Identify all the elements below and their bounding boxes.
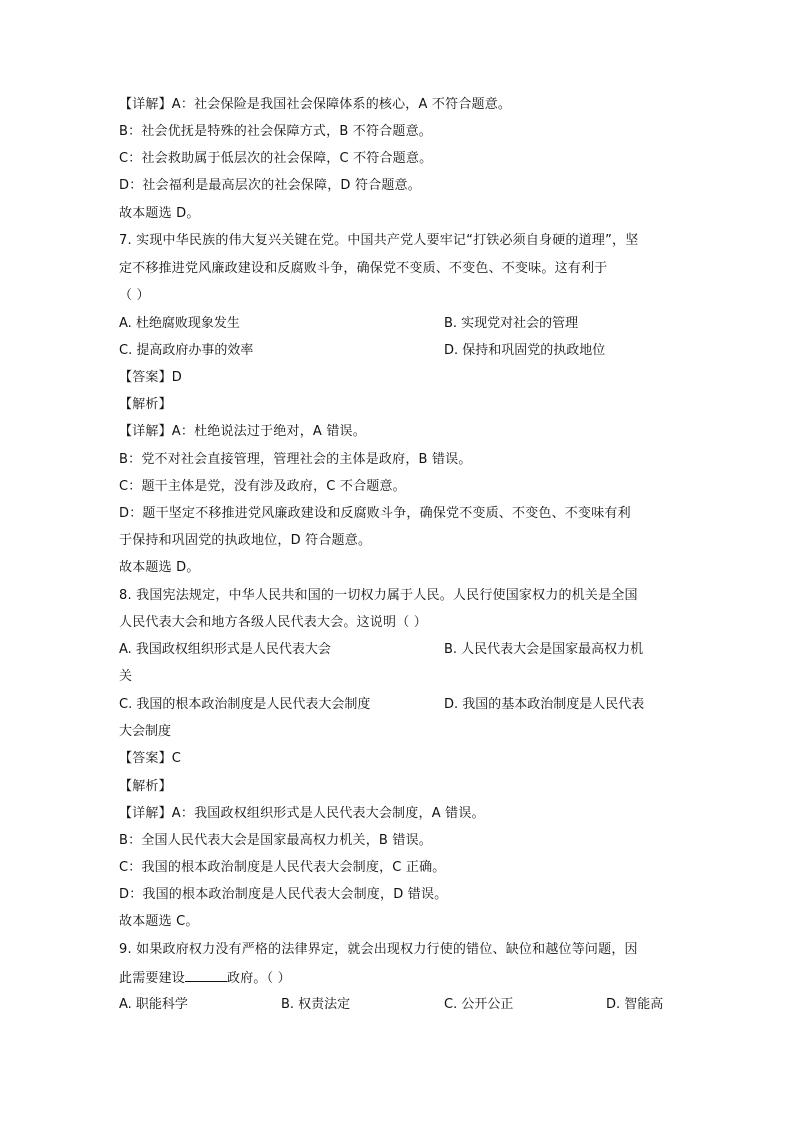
q7-detail-d-line2: 于保持和巩固党的执政地位，D 符合题意。 bbox=[119, 533, 372, 548]
q9-stem-line2 bbox=[119, 969, 679, 987]
q7-detail-b: B：党不对社会直接管理，管理社会的主体是政府，B 错误。 bbox=[119, 452, 472, 467]
q6-conclusion: 故本题选 D。 bbox=[119, 206, 200, 221]
q8-detail-d: D：我国的根本政治制度是人民代表大会制度，D 错误。 bbox=[119, 887, 448, 902]
q7-option-d: D. 保持和巩固党的执政地位 bbox=[444, 343, 606, 358]
q9-option-c: C. 公开公正 bbox=[444, 997, 514, 1012]
q7-option-a: A. 杜绝腐败现象发生 bbox=[119, 316, 240, 331]
q8-stem-line1: 8. 我国宪法规定，中华人民共和国的一切权力属于人民。人民行使国家权力的机关是全国 bbox=[119, 588, 638, 603]
q7-stem-line1: 7. 实现中华民族的伟大复兴关键在党。中国共产党人要牢记“打铁必须自身硬的道理”，坚 bbox=[119, 233, 639, 248]
q8-answer: 【答案】C bbox=[119, 751, 182, 766]
q6-detail-c: C：社会救助属于低层次的社会保障，C 不符合题意。 bbox=[119, 151, 433, 166]
q8-option-d-line1: D. 我国的基本政治制度是人民代表 bbox=[444, 697, 645, 712]
q8-detail-c: C：我国的根本政治制度是人民代表大会制度，C 正确。 bbox=[119, 860, 446, 875]
q7-stem-line2: 定不移推进党风廉政建设和反腐败斗争，确保党不变质、不变色、不变味。这有利于 bbox=[119, 261, 608, 276]
fill-in-blank bbox=[185, 969, 227, 982]
q7-answer: 【答案】D bbox=[119, 370, 183, 385]
q7-conclusion: 故本题选 D。 bbox=[119, 560, 200, 575]
q8-option-c: C. 我国的根本政治制度是人民代表大会制度 bbox=[119, 697, 371, 712]
q9-option-a: A. 职能科学 bbox=[119, 997, 188, 1012]
q8-option-b-line2: 关 bbox=[119, 669, 133, 684]
q9-stem-after-blank: 政府。（ ） bbox=[227, 971, 291, 986]
q7-detail-a: 【详解】A：杜绝说法过于绝对，A 错误。 bbox=[119, 424, 366, 439]
q6-detail-d: D：社会福利是最高层次的社会保障，D 符合题意。 bbox=[119, 178, 421, 193]
q8-analysis-label: 【解析】 bbox=[119, 779, 172, 794]
q8-option-a: A. 我国政权组织形式是人民代表大会 bbox=[119, 642, 331, 657]
q8-detail-b: B：全国人民代表大会是国家最高权力机关，B 错误。 bbox=[119, 833, 432, 848]
q8-conclusion: 故本题选 C。 bbox=[119, 914, 199, 929]
q6-detail-a: 【详解】A：社会保险是我国社会保障体系的核心，A 不符合题意。 bbox=[119, 97, 512, 112]
q6-detail-b: B：社会优抚是特殊的社会保障方式，B 不符合题意。 bbox=[119, 124, 432, 139]
q9-stem-before-blank: 此需要建设 bbox=[119, 971, 186, 986]
q8-detail-a: 【详解】A：我国政权组织形式是人民代表大会制度，A 错误。 bbox=[119, 806, 485, 821]
q7-detail-d-line1: D：题干坚定不移推进党风廉政建设和反腐败斗争，确保党不变质、不变色、不变味有利 bbox=[119, 506, 631, 521]
q7-answer-paren: （ ） bbox=[119, 288, 150, 303]
q8-option-b-line1: B. 人民代表大会是国家最高权力机 bbox=[444, 642, 644, 657]
q9-stem-line1: 9. 如果政府权力没有严格的法律界定，就会出现权力行使的错位、缺位和越位等问题，因 bbox=[119, 942, 638, 957]
q9-option-d: D. 智能高 bbox=[606, 997, 664, 1012]
q7-detail-c: C：题干主体是党，没有涉及政府，C 不合题意。 bbox=[119, 479, 406, 494]
q7-option-b: B. 实现党对社会的管理 bbox=[444, 316, 579, 331]
q8-stem-line2: 人民代表大会和地方各级人民代表大会。这说明（ ） bbox=[119, 615, 427, 630]
q7-analysis-label: 【解析】 bbox=[119, 397, 172, 412]
q8-option-d-line2: 大会制度 bbox=[119, 724, 172, 739]
q9-option-b: B. 权责法定 bbox=[281, 997, 351, 1012]
q7-option-c: C. 提高政府办事的效率 bbox=[119, 343, 254, 358]
